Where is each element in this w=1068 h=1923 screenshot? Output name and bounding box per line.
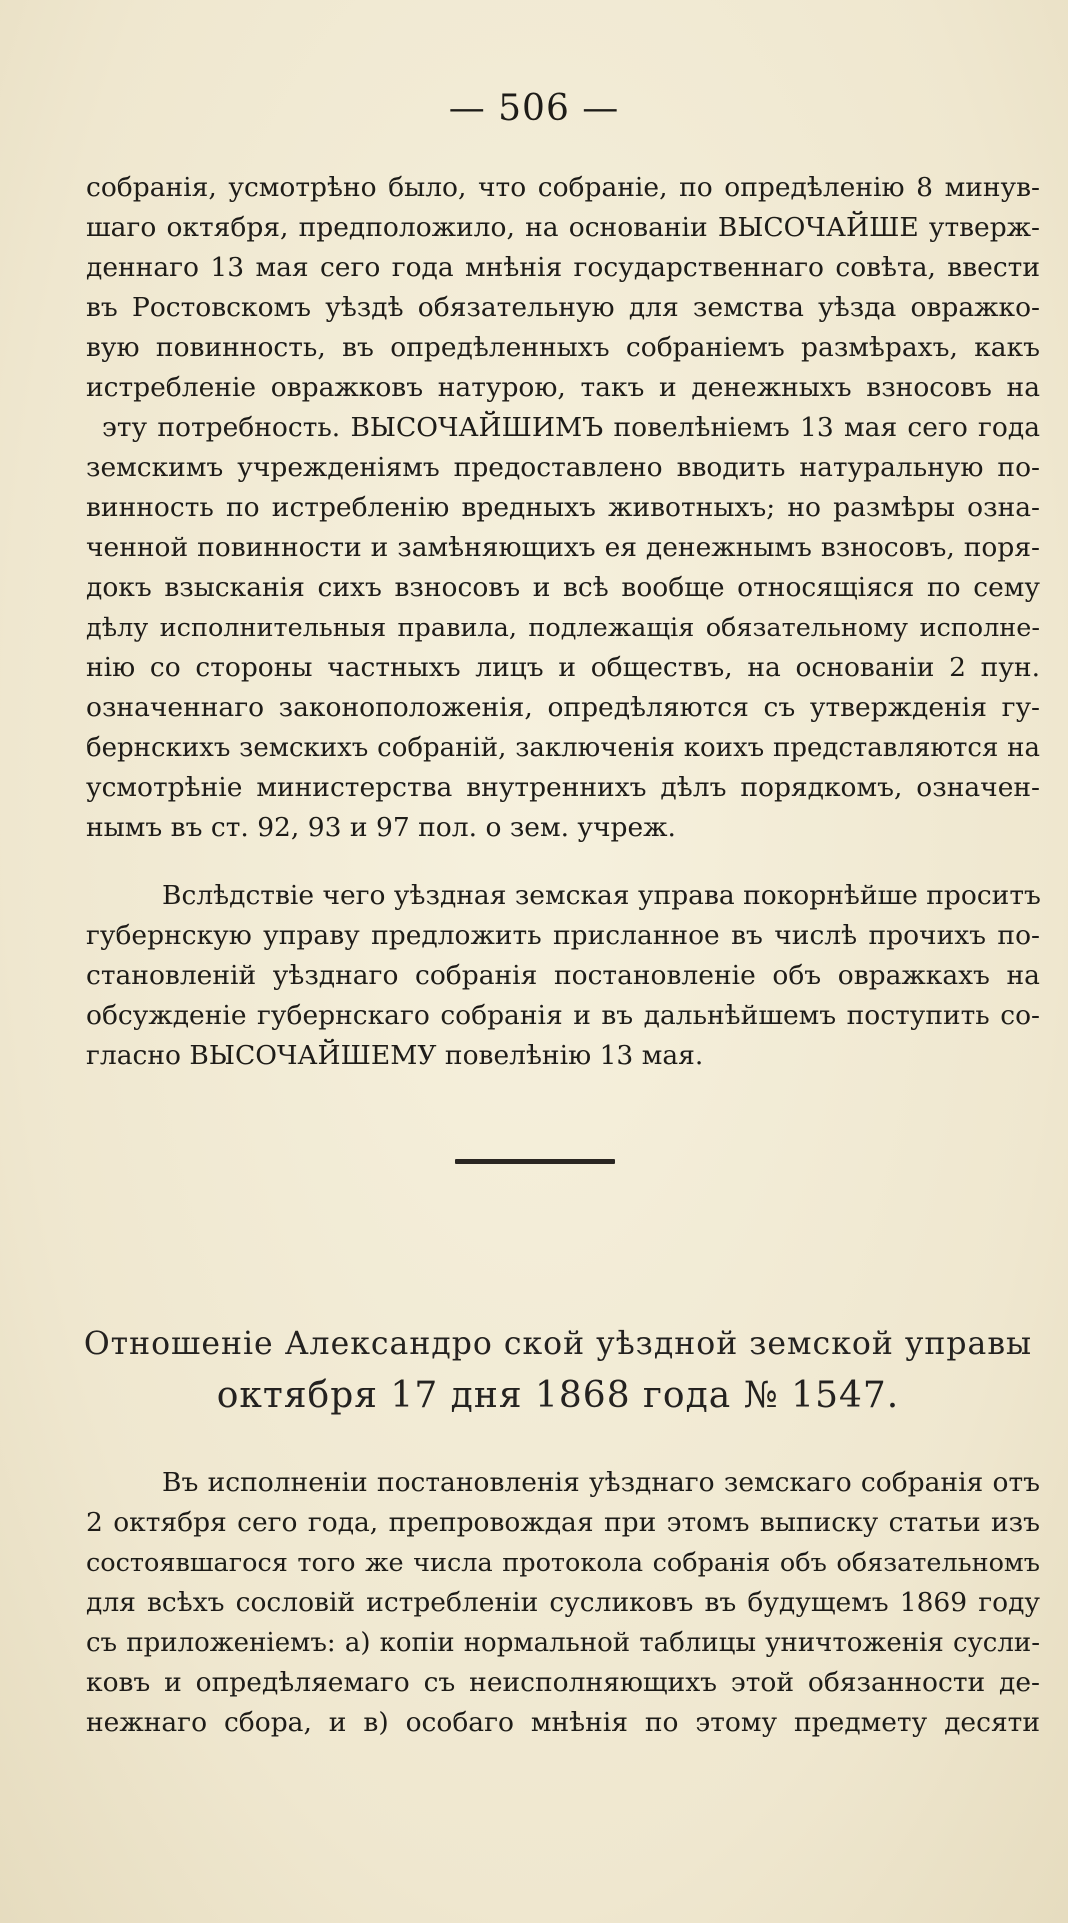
text-line: вую повинность, въ опредѣленныхъ собраніемъ размѣрахъ, какъ xyxy=(86,332,1040,363)
text-line: Вслѣдствіе чего уѣздная земская управа покорнѣйше проситъ xyxy=(162,880,1041,911)
text-line: ковъ и опредѣляемаго съ неисполняющихъ этой обязанности де- xyxy=(86,1667,1040,1698)
text-line: для всѣхъ сословій истребленіи сусликовъ въ будущемъ 1869 году xyxy=(86,1587,1040,1618)
text-line: означеннаго законоположенія, опредѣляются съ утвержденія гу- xyxy=(86,692,1040,723)
text-line: въ Ростовскомъ уѣздѣ обязательную для земства уѣзда овражко- xyxy=(86,292,1040,323)
text-line: съ приложеніемъ: а) копіи нормальной таблицы уничтоженія сусли- xyxy=(86,1628,1040,1658)
text-line: становленій уѣзднаго собранія постановленіе объ овражкахъ на xyxy=(86,960,1040,991)
section-heading-line-2: октября 17 дня 1868 года № 1547. xyxy=(216,1375,900,1416)
text-line: деннаго 13 мая сего года мнѣнія государственнаго совѣта, ввести xyxy=(86,252,1040,283)
paragraph-request xyxy=(86,876,1040,1076)
text-line: винность по истребленію вредныхъ животныхъ; но размѣры озна- xyxy=(86,492,1040,523)
text-line: нію со стороны частныхъ лицъ и обществъ, на основаніи 2 пун. xyxy=(86,652,1040,683)
text-line: обсужденіе губернскаго собранія и въ дальнѣйшемъ поступить со- xyxy=(86,1000,1040,1031)
paragraph-continued xyxy=(86,168,1040,848)
text-line: нымъ въ ст. 92, 93 и 97 пол. о зем. учреж. xyxy=(86,812,676,843)
section-divider xyxy=(455,1159,615,1164)
text-line: 2 октября сего года, препровождая при этомъ выписку статьи изъ xyxy=(86,1507,1040,1538)
text-line: земскимъ учрежденіямъ предоставлено вводить натуральную по- xyxy=(86,452,1040,483)
text-line: докъ взысканія сихъ взносовъ и всѣ вообще относящіяся по сему xyxy=(86,572,1040,603)
text-line: гласно ВЫСОЧАЙШЕМУ повелѣнію 13 мая. xyxy=(86,1040,704,1071)
text-line: собранія, усмотрѣно было, что собраніе, по опредѣленію 8 минув- xyxy=(86,172,1040,203)
text-line: нежнаго сбора, и в) особаго мнѣнія по этому предмету десяти xyxy=(86,1707,1040,1738)
text-line: состоявшагося того же числа протокола собранія объ обязательномъ xyxy=(86,1548,1040,1578)
text-line: губернскую управу предложить присланное въ числѣ прочихъ по- xyxy=(86,920,1040,951)
text-line: усмотрѣніе министерства внутреннихъ дѣлъ порядкомъ, означен- xyxy=(86,772,1040,803)
text-line: Въ исполненіи постановленія уѣзднаго земскаго собранія отъ xyxy=(162,1467,1040,1498)
text-line: шаго октября, предположило, на основаніи ВЫСОЧАЙШЕ утверж- xyxy=(86,212,1040,243)
section-heading-line-1: Отношеніе Александро ской уѣздной земской управы xyxy=(83,1326,1033,1362)
page-number: — 506 — xyxy=(448,88,620,129)
text-line: эту потребность. ВЫСОЧАЙШИМЪ повелѣніемъ 13 мая сего года xyxy=(102,412,1040,443)
paragraph-letter xyxy=(86,1463,1040,1743)
text-line: ченной повинности и замѣняющихъ ея денежнымъ взносовъ, поря- xyxy=(86,532,1040,563)
text-line: бернскихъ земскихъ собраній, заключенія коихъ представляются на xyxy=(86,733,1040,763)
text-line: дѣлу исполнительныя правила, подлежащія обязательному исполне- xyxy=(86,613,1040,643)
text-line: истребленіе овражковъ натурою, такъ и денежныхъ взносовъ на xyxy=(86,372,1040,403)
